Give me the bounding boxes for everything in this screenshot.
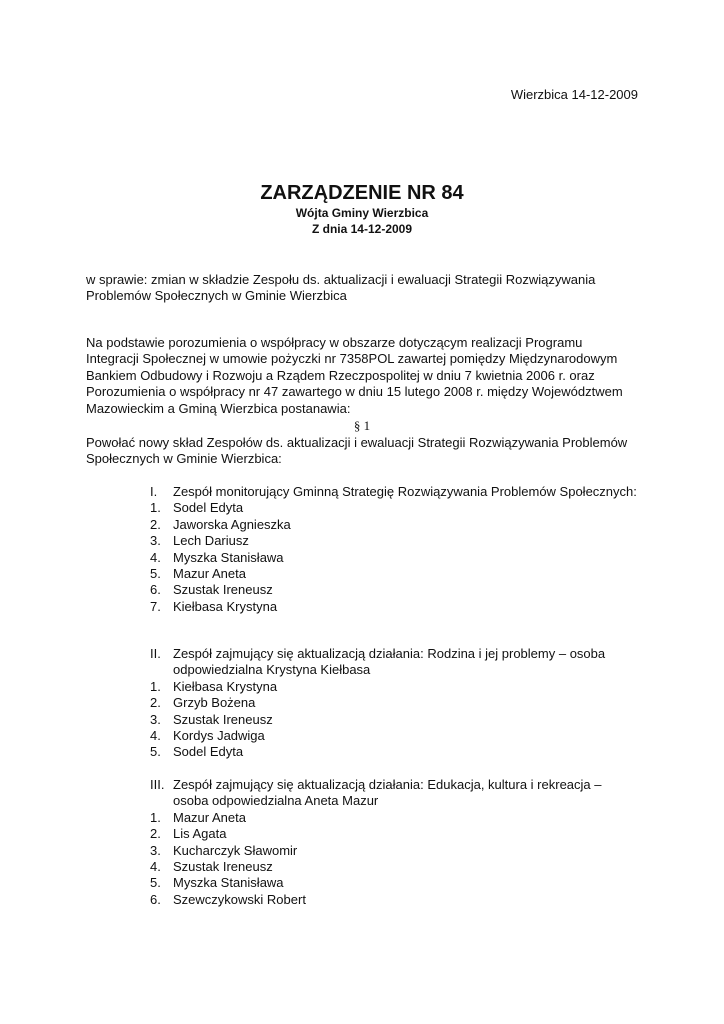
- list-item: [150, 744, 640, 760]
- item-number: 4.: [150, 549, 161, 565]
- item-number: 2.: [150, 826, 161, 842]
- member-name: Szustak Ireneusz: [173, 711, 273, 727]
- list-item: [150, 679, 640, 695]
- item-number: 6.: [150, 582, 161, 598]
- member-name: Jaworska Agnieszka: [173, 516, 291, 532]
- item-number: 4.: [150, 859, 161, 875]
- team-section-1: [150, 484, 640, 615]
- section-mark: § 1: [353, 418, 371, 433]
- document-title: ZARZĄDZENIE NR 84: [260, 182, 464, 204]
- team-heading-text: Zespół zajmujący się aktualizacją działania: Edukacja, kultura i rekreacja – osoba odpowiedzialna Aneta Mazur: [173, 777, 602, 809]
- item-number: 6.: [150, 891, 161, 907]
- member-name: Grzyb Bożena: [173, 695, 256, 711]
- place-date: Wierzbica 14-12-2009: [510, 87, 638, 102]
- member-name: Kiełbasa Krystyna: [173, 598, 278, 614]
- title-block: [0, 181, 724, 237]
- member-name: Szustak Ireneusz: [173, 582, 273, 598]
- member-name: Lis Agata: [173, 826, 227, 842]
- member-name: Myszka Stanisława: [173, 549, 284, 565]
- issuer-line: Wójta Gminy Wierzbica: [295, 206, 429, 220]
- list-item: [150, 843, 640, 859]
- item-number: 2.: [150, 516, 161, 532]
- member-name: Szustak Ireneusz: [173, 859, 273, 875]
- team-heading-text: Zespół zajmujący się aktualizacją działania: Rodzina i jej problemy – osoba odpowiedzialna Krystyna Kiełbasa: [173, 646, 606, 678]
- team-heading: [150, 484, 640, 500]
- team-numeral: III.: [150, 777, 165, 792]
- list-item: [150, 728, 640, 744]
- issue-date-line: Z dnia 14-12-2009: [311, 222, 413, 236]
- list-item: [150, 859, 640, 875]
- team-numeral: I.: [150, 484, 158, 499]
- member-name: Szewczykowski Robert: [173, 891, 306, 907]
- member-name: Mazur Aneta: [173, 809, 246, 825]
- item-number: 1.: [150, 678, 161, 694]
- member-name: Kucharczyk Sławomir: [173, 842, 298, 858]
- item-number: 3.: [150, 711, 161, 727]
- item-number: 2.: [150, 695, 161, 711]
- item-number: 3.: [150, 842, 161, 858]
- member-name: Mazur Aneta: [173, 566, 246, 582]
- team-section-3: [150, 777, 640, 908]
- member-name: Kiełbasa Krystyna: [173, 678, 278, 694]
- list-item: [150, 566, 640, 582]
- item-number: 5.: [150, 875, 161, 891]
- decision-paragraph: Powołać nowy skład Zespołów ds. aktualizacji i ewaluacji Strategii Rozwiązywania Problemów Społecznych w Gminie Wierzbica:: [86, 435, 628, 467]
- list-item: [150, 517, 640, 533]
- list-item: [150, 826, 640, 842]
- member-name: Sodel Edyta: [173, 500, 244, 516]
- list-item: [150, 875, 640, 891]
- list-item: [150, 712, 640, 728]
- item-number: 1.: [150, 500, 161, 516]
- team-section-2: [150, 646, 640, 761]
- item-number: 3.: [150, 533, 161, 549]
- list-item: [150, 810, 640, 826]
- list-item: [150, 550, 640, 566]
- list-item: [150, 695, 640, 711]
- member-name: Sodel Edyta: [173, 744, 244, 760]
- item-number: 4.: [150, 728, 161, 744]
- list-item: [150, 533, 640, 549]
- item-number: 5.: [150, 566, 161, 582]
- team-heading: [150, 777, 640, 810]
- member-name: Kordys Jadwiga: [173, 728, 265, 744]
- item-number: 7.: [150, 598, 161, 614]
- list-item: [150, 599, 640, 615]
- member-name: Lech Dariusz: [173, 533, 249, 549]
- member-name: Myszka Stanisława: [173, 875, 284, 891]
- list-item: [150, 500, 640, 516]
- preamble-paragraph: Na podstawie porozumienia o współpracy w obszarze dotyczącym realizacji Programu Integracji Społecznej w umowie pożyczki nr 7358POL zawartej pomiędzy Międzynarodowym Bankiem Odbudowy i Rozwoju a Rządem Rzeczpospolitej w dniu 7 kwietnia 2006 r. oraz Porozumienia o współpracy nr 47 zawartego w dniu 15 lutego 2008 r. między Województwem Mazowieckim a Gminą Wierzbica postanawia:: [86, 335, 623, 416]
- list-item: [150, 582, 640, 598]
- team-heading-text: Zespół monitorujący Gminną Strategię Rozwiązywania Problemów Społecznych:: [173, 484, 637, 499]
- team-heading: [150, 646, 640, 679]
- list-item: [150, 892, 640, 908]
- subject-paragraph: w sprawie: zmian w składzie Zespołu ds. aktualizacji i ewaluacji Strategii Rozwiązywania Problemów Społecznych w Gminie Wierzbica: [86, 272, 596, 304]
- team-numeral: II.: [150, 646, 161, 661]
- item-number: 1.: [150, 809, 161, 825]
- item-number: 5.: [150, 744, 161, 760]
